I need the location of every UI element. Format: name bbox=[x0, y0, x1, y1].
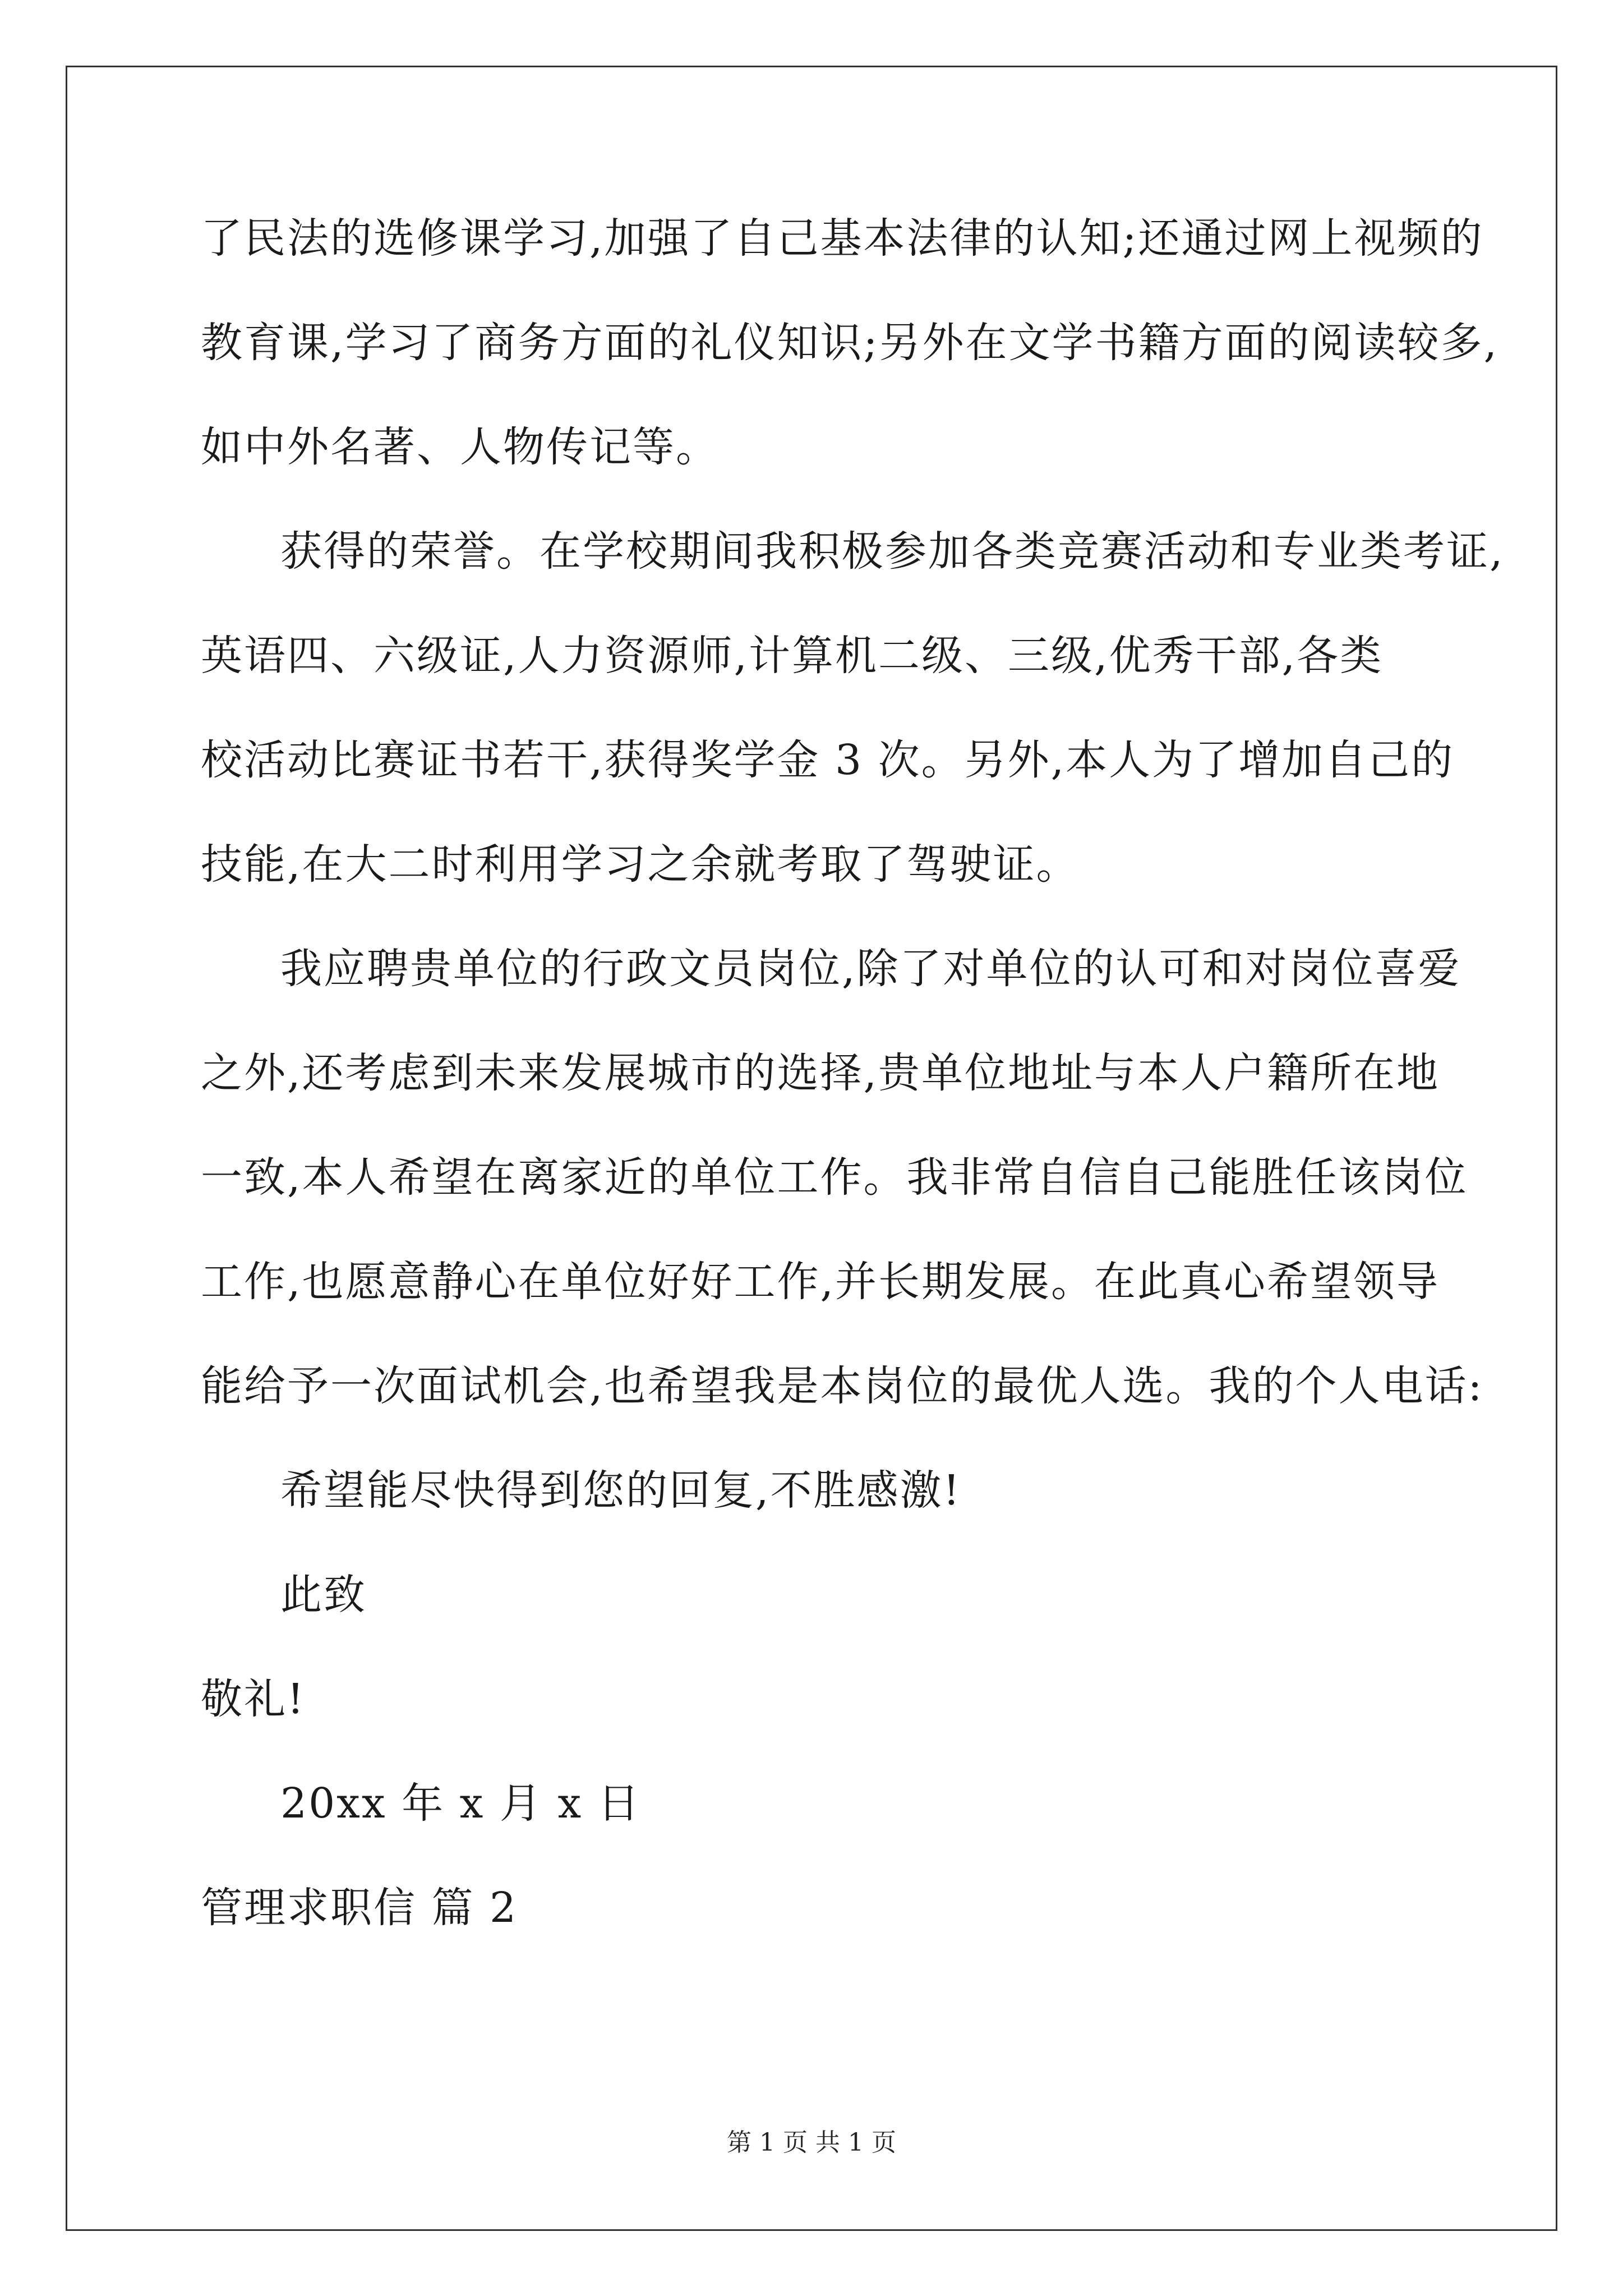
text-line: 技能,在大二时利用学习之余就考取了驾驶证。 bbox=[201, 840, 1080, 889]
text-line: 如中外名著、人物传记等。 bbox=[201, 423, 719, 471]
text-line: 一致,本人希望在离家近的单位工作。我非常自信自己能胜任该岗位 bbox=[201, 1153, 1468, 1202]
text-line: 能给予一次面试机会,也希望我是本岗位的最优人选。我的个人电话: bbox=[201, 1362, 1484, 1410]
text-line: 校活动比赛证书若干,获得奖学金 3 次。另外,本人为了增加自己的 bbox=[201, 736, 1455, 784]
text-line: 工作,也愿意静心在单位好好工作,并长期发展。在此真心希望领导 bbox=[201, 1258, 1440, 1306]
page-footer: 第 1 页 共 1 页 bbox=[727, 2128, 896, 2157]
text-line: 之外,还考虑到未来发展城市的选择,贵单位地址与本人户籍所在地 bbox=[201, 1049, 1440, 1097]
text-line: 希望能尽快得到您的回复,不胜感激! bbox=[280, 1466, 962, 1515]
text-line: 获得的荣誉。在学校期间我积极参加各类竞赛活动和专业类考证, bbox=[280, 527, 1505, 576]
text-line: 英语四、六级证,人力资源师,计算机二级、三级,优秀干部,各类 bbox=[201, 632, 1384, 680]
text-line: 教育课,学习了商务方面的礼仪知识;另外在文学书籍方面的阅读较多, bbox=[201, 319, 1498, 367]
date-line: 20xx 年 x 月 x 日 bbox=[280, 1779, 641, 1828]
closing-regards: 敬礼! bbox=[201, 1675, 306, 1723]
section-heading: 管理求职信 篇 2 bbox=[201, 1884, 518, 1932]
closing-salutation: 此致 bbox=[280, 1571, 367, 1619]
text-line: 了民法的选修课学习,加强了自己基本法律的认知;还通过网上视频的 bbox=[201, 214, 1484, 263]
text-line: 我应聘贵单位的行政文员岗位,除了对单位的认可和对岗位喜爱 bbox=[280, 945, 1461, 993]
